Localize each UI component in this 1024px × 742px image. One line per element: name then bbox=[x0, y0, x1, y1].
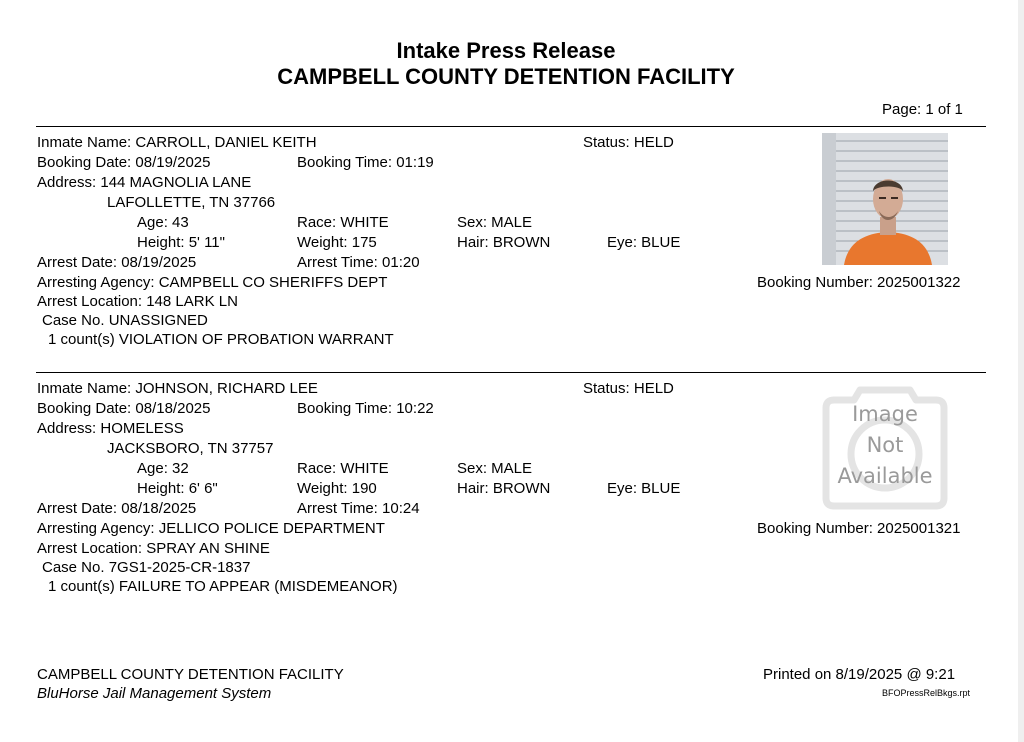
no-image-line-3: Available bbox=[837, 464, 933, 488]
booking-date: Booking Date: 08/19/2025 bbox=[37, 154, 211, 171]
hair: Hair: BROWN bbox=[457, 480, 551, 497]
page-edge-shadow bbox=[1018, 0, 1024, 742]
header-divider bbox=[36, 126, 986, 127]
arresting-agency: Arresting Agency: JELLICO POLICE DEPARTMENT bbox=[37, 520, 385, 537]
eye: Eye: BLUE bbox=[607, 480, 681, 497]
weight: Weight: 190 bbox=[297, 480, 377, 497]
footer-facility: CAMPBELL COUNTY DETENTION FACILITY bbox=[37, 666, 344, 683]
age: Age: 43 bbox=[137, 214, 189, 231]
booking-number: Booking Number: 2025001322 bbox=[757, 274, 961, 291]
printed-on: Printed on 8/19/2025 @ 9:21 bbox=[763, 666, 956, 683]
inmate-name: Inmate Name: JOHNSON, RICHARD LEE bbox=[37, 380, 318, 397]
address: Address: 144 MAGNOLIA LANE bbox=[37, 174, 252, 191]
arrest-time: Arrest Time: 10:24 bbox=[297, 500, 420, 517]
case-number: Case No. UNASSIGNED bbox=[42, 312, 208, 329]
booking-time: Booking Time: 10:22 bbox=[297, 400, 434, 417]
arrest-date: Arrest Date: 08/18/2025 bbox=[37, 500, 197, 517]
booking-time: Booking Time: 01:19 bbox=[297, 154, 434, 171]
report-title: Intake Press Release bbox=[396, 38, 616, 63]
footer-system: BluHorse Jail Management System bbox=[37, 685, 272, 702]
case-number: Case No. 7GS1-2025-CR-1837 bbox=[42, 559, 251, 576]
page-indicator: Page: 1 of 1 bbox=[882, 101, 963, 118]
inmate-status: Status: HELD bbox=[583, 380, 674, 397]
race: Race: WHITE bbox=[297, 214, 389, 231]
age: Age: 32 bbox=[137, 460, 189, 477]
arrest-date: Arrest Date: 08/19/2025 bbox=[37, 254, 197, 271]
camera-icon bbox=[820, 378, 950, 510]
no-image-line-2: Not bbox=[866, 433, 904, 457]
sex: Sex: MALE bbox=[457, 214, 533, 231]
record-divider bbox=[36, 372, 986, 373]
race: Race: WHITE bbox=[297, 460, 389, 477]
arrest-location: Arrest Location: 148 LARK LN bbox=[37, 293, 238, 310]
inmate-status: Status: HELD bbox=[583, 134, 674, 151]
address-city: LAFOLLETTE, TN 37766 bbox=[107, 194, 276, 211]
booking-date: Booking Date: 08/18/2025 bbox=[37, 400, 211, 417]
arresting-agency: Arresting Agency: CAMPBELL CO SHERIFFS DEPT bbox=[37, 274, 388, 291]
report-file-name: BFOPressRelBkgs.rpt bbox=[882, 688, 971, 698]
booking-number: Booking Number: 2025001321 bbox=[757, 520, 961, 537]
image-not-available-placeholder bbox=[820, 378, 950, 510]
mugshot-photo bbox=[822, 133, 948, 265]
no-image-line-1: Image bbox=[852, 402, 918, 426]
eye: Eye: BLUE bbox=[607, 234, 681, 251]
address-city: JACKSBORO, TN 37757 bbox=[107, 440, 274, 457]
hair: Hair: BROWN bbox=[457, 234, 551, 251]
weight: Weight: 175 bbox=[297, 234, 377, 251]
height: Height: 6' 6" bbox=[137, 480, 218, 497]
arrest-time: Arrest Time: 01:20 bbox=[297, 254, 420, 271]
sex: Sex: MALE bbox=[457, 460, 533, 477]
arrest-location: Arrest Location: SPRAY AN SHINE bbox=[37, 540, 270, 557]
inmate-name: Inmate Name: CARROLL, DANIEL KEITH bbox=[37, 134, 317, 151]
address: Address: HOMELESS bbox=[37, 420, 184, 437]
charge: 1 count(s) VIOLATION OF PROBATION WARRANT bbox=[48, 331, 394, 348]
facility-title: CAMPBELL COUNTY DETENTION FACILITY bbox=[277, 64, 735, 89]
charge: 1 count(s) FAILURE TO APPEAR (MISDEMEANOR) bbox=[48, 578, 398, 595]
height: Height: 5' 11" bbox=[137, 234, 225, 251]
